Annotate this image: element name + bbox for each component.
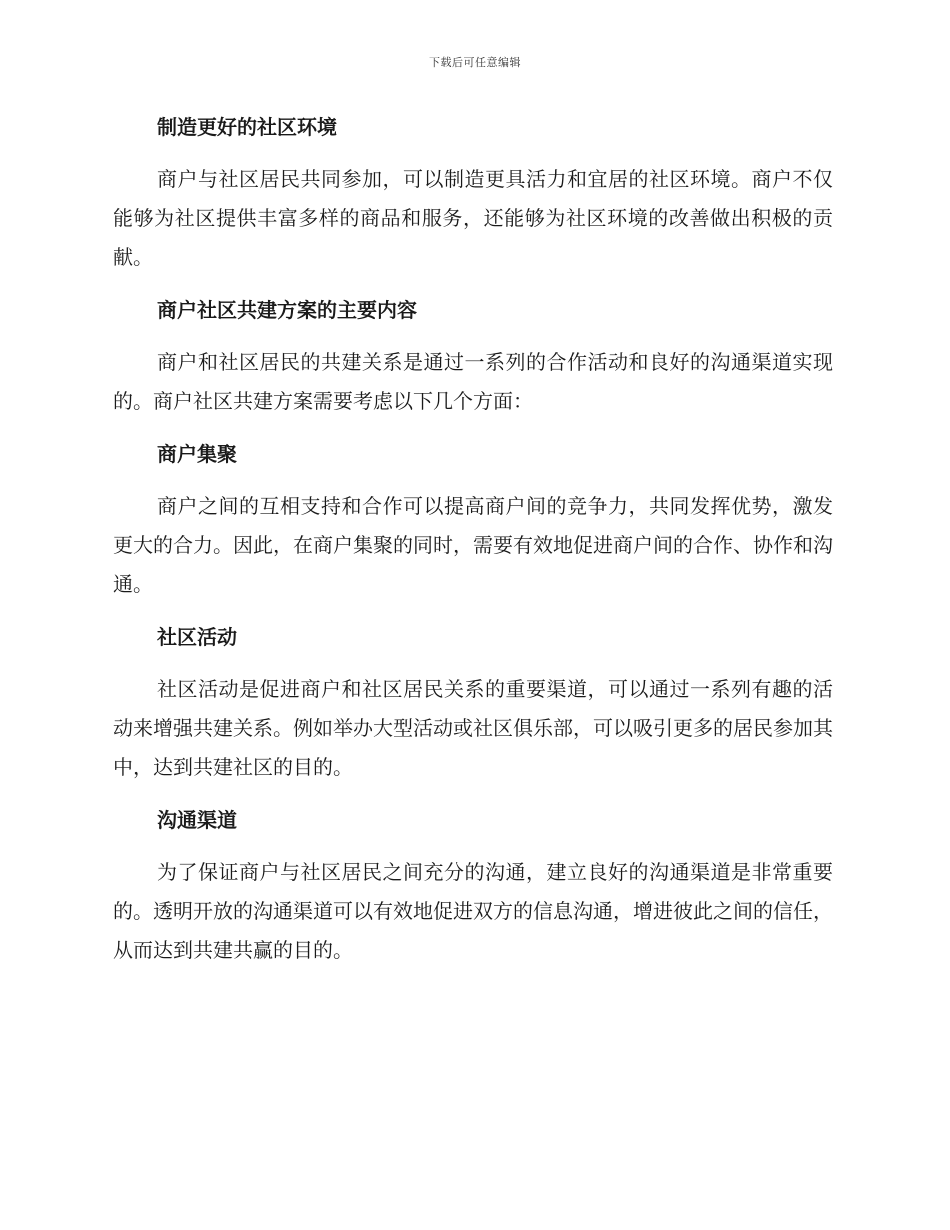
- section-paragraph: 商户之间的互相支持和合作可以提高商户间的竞争力，共同发挥优势，激发更大的合力。因此，在商户集聚的同时，需要有效地促进商户间的合作、协作和沟通。: [113, 494, 833, 596]
- section-communication-channels: [113, 801, 833, 970]
- page-header: 下载后可任意编辑: [429, 56, 521, 69]
- section-community-environment: [113, 108, 833, 277]
- section-main-content: [113, 291, 833, 421]
- section-heading: 社区活动: [157, 625, 237, 649]
- document-body: [113, 108, 833, 984]
- section-merchant-cluster: [113, 435, 833, 604]
- section-paragraph: 商户和社区居民的共建关系是通过一系列的合作活动和良好的沟通渠道实现的。商户社区共建方案需要考虑以下几个方面：: [113, 350, 833, 413]
- section-heading: 沟通渠道: [157, 808, 237, 832]
- section-paragraph: 为了保证商户与社区居民之间充分的沟通，建立良好的沟通渠道是非常重要的。透明开放的沟通渠道可以有效地促进双方的信息沟通，增进彼此之间的信任，从而达到共建共赢的目的。: [113, 860, 833, 962]
- section-heading: 商户社区共建方案的主要内容: [157, 298, 417, 322]
- section-paragraph: 社区活动是促进商户和社区居民关系的重要渠道，可以通过一系列有趣的活动来增强共建关系。例如举办大型活动或社区俱乐部，可以吸引更多的居民参加其中，达到共建社区的目的。: [113, 677, 833, 779]
- section-community-activities: [113, 618, 833, 787]
- section-heading: 制造更好的社区环境: [157, 115, 337, 139]
- section-heading: 商户集聚: [157, 442, 237, 466]
- section-paragraph: 商户与社区居民共同参加，可以制造更具活力和宜居的社区环境。商户不仅能够为社区提供丰富多样的商品和服务，还能够为社区环境的改善做出积极的贡献。: [113, 167, 833, 269]
